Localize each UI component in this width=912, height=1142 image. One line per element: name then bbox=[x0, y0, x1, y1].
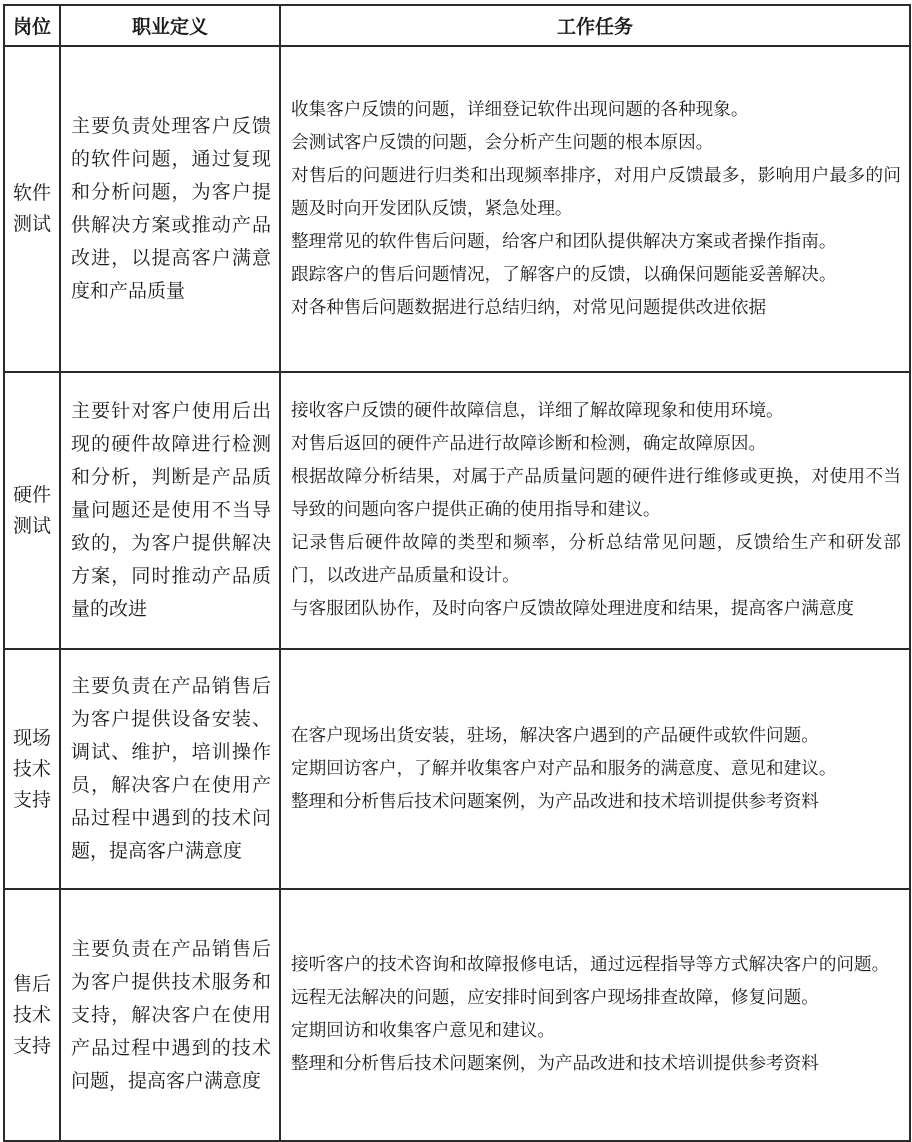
definition-cell: 主要负责处理客户反馈的软件问题，通过复现和分析问题，为客户提供解决方案或推动产品改进，以提高客户满意度和产品质量 bbox=[60, 46, 280, 372]
task-item: 对售后返回的硬件产品进行故障诊断和检测，确定故障原因。 bbox=[291, 434, 767, 454]
table-body bbox=[4, 46, 910, 1141]
table-row bbox=[4, 372, 910, 649]
task-item: 定期回访和收集客户意见和建议。 bbox=[291, 1021, 555, 1041]
definition-cell: 主要负责在产品销售后为客户提供技术服务和支持，解决客户在使用产品过程中遇到的技术问题，提高客户满意度 bbox=[60, 889, 280, 1141]
post-name: 售后 技术 支持 bbox=[12, 972, 51, 1057]
task-item: 跟踪客户的售后问题情况，了解客户的反馈，以确保问题能妥善解决。 bbox=[291, 264, 837, 285]
table-row bbox=[4, 649, 910, 889]
tasks-cell bbox=[280, 372, 910, 649]
table-row bbox=[4, 889, 910, 1141]
task-item: 收集客户反馈的问题，详细登记软件出现问题的各种现象。 bbox=[291, 99, 749, 120]
task-item: 接听客户的技术咨询和故障报修电话，通过远程指导等方式解决客户的问题。 bbox=[291, 955, 890, 975]
task-item: 定期回访客户，了解并收集客户对产品和服务的满意度、意见和建议。 bbox=[291, 758, 837, 779]
header-tasks: 工作任务 bbox=[280, 5, 910, 46]
tasks-cell bbox=[280, 46, 910, 372]
post-cell bbox=[4, 649, 60, 889]
task-item: 记录售后硬件故障的类型和频率，分析总结常见问题，反馈给生产和研发部门，以改进产品质量和设计。 bbox=[291, 533, 901, 586]
task-item: 整理和分析售后技术问题案例，为产品改进和技术培训提供参考资料 bbox=[291, 791, 819, 812]
task-item: 根据故障分析结果，对属于产品质量问题的硬件进行维修或更换，对使用不当导致的问题向客户提供正确的使用指导和建议。 bbox=[291, 467, 901, 520]
post-cell bbox=[4, 46, 60, 372]
post-name: 硬件 测试 bbox=[12, 483, 51, 537]
tasks-cell bbox=[280, 649, 910, 889]
task-item: 会测试客户反馈的问题，会分析产生问题的根本原因。 bbox=[291, 132, 714, 153]
task-item: 远程无法解决的问题，应安排时间到客户现场排查故障，修复问题。 bbox=[291, 988, 819, 1008]
definition-cell: 主要负责在产品销售后为客户提供设备安装、调试、维护，培训操作员，解决客户在使用产品过程中遇到的技术问题，提高客户满意度 bbox=[60, 649, 280, 889]
task-item: 与客服团队协作，及时向客户反馈故障处理进度和结果，提高客户满意度 bbox=[291, 599, 855, 619]
task-item: 接收客户反馈的硬件故障信息，详细了解故障现象和使用环境。 bbox=[291, 401, 784, 421]
definition-cell: 主要针对客户使用后出现的硬件故障进行检测和分析，判断是产品质量问题还是使用不当导致的，为客户提供解决方案，同时推动产品质量的改进 bbox=[60, 372, 280, 649]
job-responsibility-table bbox=[3, 4, 911, 1142]
task-item: 对售后的问题进行归类和出现频率排序，对用户反馈最多，影响用户最多的问题及时向开发团队反馈，紧急处理。 bbox=[291, 165, 901, 219]
task-item: 在客户现场出货安装，驻场，解决客户遇到的产品硬件或软件问题。 bbox=[291, 725, 819, 746]
task-item: 整理和分析售后技术问题案例，为产品改进和技术培训提供参考资料 bbox=[291, 1054, 819, 1074]
post-cell bbox=[4, 889, 60, 1141]
post-cell bbox=[4, 372, 60, 649]
post-name: 软件 测试 bbox=[12, 182, 51, 235]
table-row bbox=[4, 46, 910, 372]
header-definition: 职业定义 bbox=[60, 5, 280, 46]
post-name: 现场 技术 支持 bbox=[12, 726, 51, 811]
tasks-cell bbox=[280, 889, 910, 1141]
task-item: 对各种售后问题数据进行总结归纳，对常见问题提供改进依据 bbox=[291, 297, 767, 318]
header-post: 岗位 bbox=[4, 5, 60, 46]
task-item: 整理常见的软件售后问题，给客户和团队提供解决方案或者操作指南。 bbox=[291, 231, 837, 252]
table-header-row bbox=[4, 5, 910, 46]
